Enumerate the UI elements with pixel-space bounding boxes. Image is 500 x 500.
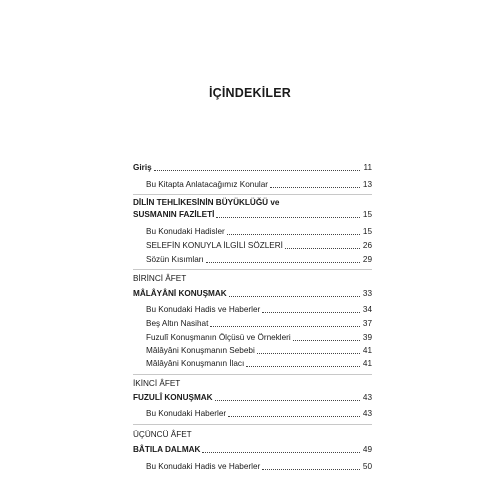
dot-leader [257,352,360,354]
toc-entry-page: 34 [362,305,372,314]
toc-entry-afet2 [133,391,372,403]
section-divider [133,269,372,270]
toc-entry-title: SUSMANIN FAZİLETİ [133,210,215,219]
toc-subentry [146,225,372,237]
page-title: İÇİNDEKİLER [208,86,292,100]
toc-subentry [146,239,372,251]
toc-entry-page: 43 [362,393,372,402]
toc-entry-page: 49 [362,445,372,454]
toc-entry-page: 13 [362,180,372,189]
toc-entry-title: Bu Konudaki Hadisler [146,227,225,236]
dot-leader [246,365,360,367]
toc-entry-title: Mâlâyâni Konuşmanın Sebebi [146,346,255,355]
toc-entry-page: 15 [362,227,372,236]
toc-subentry [146,178,372,190]
toc-entry-page: 37 [362,319,372,328]
toc-subentry [146,357,372,369]
toc-subentry [146,317,372,329]
toc-entry-title: FUZULÎ KONUŞMAK [133,393,213,402]
toc-entry-title: Beş Altın Nasihat [146,319,209,328]
section-divider [133,424,372,425]
dot-leader [227,233,360,235]
toc-entry-dilin [133,208,372,220]
toc-entry-title: Bu Konudaki Hadis ve Haberler [146,462,261,471]
dot-leader [270,186,360,188]
toc-entry-title: Bu Konudaki Hadis ve Haberler [146,305,261,314]
toc-entry-afet1 [133,287,372,299]
toc-entry-page: 29 [362,255,372,264]
toc-subentry [146,407,372,419]
toc-entry-title: Mâlâyâni Konuşmanın İlacı [146,359,245,368]
toc-entry-afet3 [133,443,372,455]
toc-subentry [146,253,372,265]
toc-entry-page: 41 [362,359,372,368]
toc-entry-page: 33 [362,289,372,298]
toc-entry-page: 43 [362,409,372,418]
dot-leader [293,339,360,341]
section-label-afet3: ÜÇÜNCÜ ÂFET [133,430,192,439]
toc-entry-title: Giriş [133,163,152,172]
dot-leader [262,468,360,470]
toc-entry-dilin-line1: DİLİN TEHLİKESİNİN BÜYÜKLÜĞÜ ve [133,198,280,207]
dot-leader [228,415,360,417]
dot-leader [216,216,360,218]
dot-leader [215,399,360,401]
section-divider [133,374,372,375]
dot-leader [285,247,360,249]
dot-leader [210,325,360,327]
toc-entry-title: Sözün Kısımları [146,255,204,264]
toc-entry-title: Fuzulî Konuşmanın Ölçüsü ve Örnekleri [146,333,291,342]
section-divider [133,194,372,195]
section-label-afet2: İKİNCİ ÂFET [133,379,181,388]
section-label-afet1: BİRİNCİ ÂFET [133,274,187,283]
toc-entry-page: 39 [362,333,372,342]
toc-entry-page: 50 [362,462,372,471]
toc-entry-title: SELEFİN KONUYLA İLGİLİ SÖZLERİ [146,241,283,250]
dot-leader [206,261,360,263]
toc-entry-page: 11 [363,163,372,172]
toc-entry-title: Bu Kitapta Anlatacağımız Konular [146,180,268,189]
dot-leader [154,169,360,171]
toc-subentry [146,460,372,472]
toc-entry-title: MÂLÂYÂNİ KONUŞMAK [133,289,227,298]
dot-leader [262,311,360,313]
toc-subentry [146,331,372,343]
dot-leader [202,451,360,453]
toc-subentry [146,303,372,315]
dot-leader [229,295,360,297]
toc-entry-giris [133,161,372,173]
toc-entry-title: BÂTILA DALMAK [133,445,201,454]
toc-entry-page: 41 [362,346,372,355]
toc-subentry [146,344,372,356]
toc-entry-page: 15 [362,210,372,219]
toc-entry-page: 26 [362,241,372,250]
toc-entry-title: Bu Konudaki Haberler [146,409,227,418]
